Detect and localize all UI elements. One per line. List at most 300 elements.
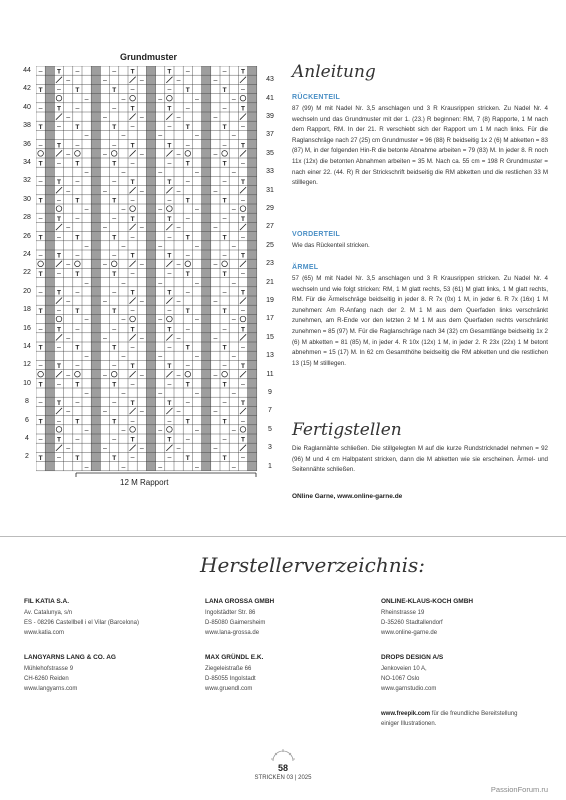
svg-text:T: T xyxy=(185,455,190,463)
svg-text:–: – xyxy=(167,123,172,131)
svg-text:–: – xyxy=(158,95,163,103)
rapport-bracket xyxy=(36,472,260,478)
svg-text:T: T xyxy=(185,418,190,426)
svg-text:T: T xyxy=(57,252,61,260)
row-number-right: 19 xyxy=(266,297,274,304)
vorderteil-text: Wie das Rückenteil stricken. xyxy=(292,242,370,249)
freepik-text: für die freundliche Bereitstellung einiger Illustrationen. xyxy=(381,711,518,727)
svg-text:–: – xyxy=(84,316,89,324)
svg-text:–: – xyxy=(185,252,190,260)
svg-text:–: – xyxy=(185,68,190,76)
svg-text:T: T xyxy=(222,234,227,242)
svg-text:–: – xyxy=(231,463,236,471)
svg-text:–: – xyxy=(222,105,227,112)
svg-text:–: – xyxy=(66,77,71,85)
svg-text:–: – xyxy=(213,224,218,232)
svg-text:–: – xyxy=(84,353,89,361)
row-number-right: 17 xyxy=(266,315,274,323)
svg-text:–: – xyxy=(195,95,199,103)
row-number-right: 21 xyxy=(266,278,274,286)
row-number-right: 3 xyxy=(268,444,272,452)
row-number-right: 1 xyxy=(268,462,272,470)
svg-text:T: T xyxy=(75,234,80,242)
svg-text:T: T xyxy=(167,142,172,150)
manufacturer-address-line: Ziegeleistraße 66 xyxy=(205,666,252,672)
svg-text:–: – xyxy=(167,197,172,204)
svg-text:T: T xyxy=(241,399,245,407)
svg-text:–: – xyxy=(241,417,245,425)
svg-text:–: – xyxy=(158,169,163,177)
svg-text:–: – xyxy=(57,160,61,168)
row-number-right: 39 xyxy=(266,113,274,120)
svg-text:–: – xyxy=(38,68,43,76)
svg-text:–: – xyxy=(84,206,89,214)
svg-text:–: – xyxy=(57,123,61,131)
svg-text:–: – xyxy=(176,151,181,158)
svg-text:–: – xyxy=(195,463,199,471)
svg-text:–: – xyxy=(130,381,135,388)
svg-text:T: T xyxy=(112,307,117,315)
section-divider xyxy=(0,536,566,537)
svg-text:T: T xyxy=(75,307,80,315)
svg-text:–: – xyxy=(185,105,190,112)
svg-text:–: – xyxy=(213,335,218,342)
svg-text:–: – xyxy=(38,141,43,149)
svg-text:–: – xyxy=(241,270,245,278)
svg-text:–: – xyxy=(195,169,199,177)
svg-text:T: T xyxy=(185,271,190,279)
svg-text:T: T xyxy=(222,123,227,131)
svg-text:–: – xyxy=(112,178,117,186)
svg-text:–: – xyxy=(75,289,80,296)
row-number-right: 29 xyxy=(266,205,274,212)
svg-text:–: – xyxy=(75,399,80,407)
svg-text:T: T xyxy=(75,455,80,463)
manufacturer-name: FIL KATIA S.A. xyxy=(24,598,70,605)
svg-text:–: – xyxy=(222,362,227,370)
svg-text:T: T xyxy=(112,160,117,168)
svg-text:–: – xyxy=(75,362,80,370)
svg-text:–: – xyxy=(57,270,61,278)
vorderteil-title: VORDERTEIL xyxy=(292,231,341,238)
svg-text:–: – xyxy=(231,279,236,287)
svg-text:–: – xyxy=(112,362,117,370)
svg-text:–: – xyxy=(130,123,135,131)
svg-text:–: – xyxy=(121,206,126,214)
svg-text:–: – xyxy=(158,463,163,471)
manufacturer-name: DROPS DESIGN A/S xyxy=(381,654,444,661)
svg-text:–: – xyxy=(231,169,236,177)
svg-text:–: – xyxy=(66,335,71,342)
svg-text:T: T xyxy=(57,215,61,223)
manufacturer-address-line: Mühlehofstrasse 9 xyxy=(24,666,74,672)
svg-text:–: – xyxy=(231,206,236,214)
svg-text:–: – xyxy=(84,390,89,398)
row-number-left: 6 xyxy=(25,416,29,424)
svg-text:–: – xyxy=(38,215,43,223)
svg-text:T: T xyxy=(75,197,80,205)
svg-text:T: T xyxy=(75,381,80,389)
svg-text:T: T xyxy=(222,197,227,205)
svg-text:T: T xyxy=(167,289,172,297)
svg-text:–: – xyxy=(57,417,61,425)
svg-text:–: – xyxy=(103,261,107,269)
svg-text:–: – xyxy=(57,344,61,352)
svg-text:–: – xyxy=(38,362,43,370)
svg-text:T: T xyxy=(38,271,43,279)
svg-text:–: – xyxy=(103,187,107,195)
svg-text:T: T xyxy=(167,363,172,371)
svg-text:–: – xyxy=(231,390,236,398)
svg-text:T: T xyxy=(241,142,245,150)
svg-text:T: T xyxy=(38,344,43,352)
svg-text:T: T xyxy=(57,142,61,150)
svg-text:T: T xyxy=(75,418,80,426)
svg-text:T: T xyxy=(57,326,61,334)
svg-text:–: – xyxy=(130,454,135,462)
anleitung-heading: Anleitung xyxy=(292,62,376,82)
manufacturer-website-link[interactable]: www.garnstudio.com xyxy=(381,686,437,692)
svg-text:T: T xyxy=(241,179,245,187)
svg-text:–: – xyxy=(241,307,245,315)
row-number-right: 7 xyxy=(268,407,272,415)
manufacturer-address-line: D-85080 Gaimersheim xyxy=(205,620,266,626)
svg-text:T: T xyxy=(185,307,190,315)
svg-text:–: – xyxy=(158,427,163,434)
svg-text:T: T xyxy=(185,123,190,131)
row-number-left: 20 xyxy=(23,287,31,295)
svg-text:–: – xyxy=(167,417,172,425)
svg-text:–: – xyxy=(167,381,172,388)
svg-text:–: – xyxy=(167,307,172,315)
manufacturer-address-line: NO-1067 Oslo xyxy=(381,676,420,682)
svg-text:–: – xyxy=(66,261,71,269)
svg-text:–: – xyxy=(195,390,199,398)
svg-text:–: – xyxy=(222,436,227,444)
svg-text:–: – xyxy=(130,197,135,204)
svg-text:T: T xyxy=(57,179,61,187)
manufacturer-name: ONLINE-KLAUS-KOCH GMBH xyxy=(381,598,474,605)
svg-text:T: T xyxy=(185,197,190,205)
svg-text:–: – xyxy=(195,316,199,324)
svg-text:–: – xyxy=(66,151,71,158)
svg-text:T: T xyxy=(57,105,61,113)
svg-text:–: – xyxy=(121,243,126,250)
svg-text:T: T xyxy=(241,105,245,113)
svg-text:–: – xyxy=(75,252,80,260)
row-number-left: 26 xyxy=(23,232,31,240)
svg-text:–: – xyxy=(66,114,71,122)
svg-text:–: – xyxy=(139,445,144,453)
svg-text:–: – xyxy=(130,86,135,94)
svg-text:–: – xyxy=(185,141,190,149)
svg-text:–: – xyxy=(213,151,218,158)
svg-text:–: – xyxy=(231,132,236,140)
row-number-right: 25 xyxy=(266,241,274,249)
row-number-left: 16 xyxy=(23,324,31,332)
svg-text:–: – xyxy=(57,381,61,388)
svg-text:–: – xyxy=(57,454,61,462)
svg-text:–: – xyxy=(241,123,245,131)
manufacturer-address-line: Av. Catalunya, s/n xyxy=(24,610,73,616)
svg-text:T: T xyxy=(112,418,117,426)
svg-text:T: T xyxy=(185,160,190,168)
row-number-right: 27 xyxy=(266,223,274,231)
row-number-right: 35 xyxy=(266,149,274,157)
row-number-left: 12 xyxy=(23,361,31,369)
svg-text:–: – xyxy=(222,68,227,76)
row-number-left: 38 xyxy=(23,122,31,130)
svg-text:–: – xyxy=(38,178,43,186)
svg-text:–: – xyxy=(176,335,181,342)
svg-text:–: – xyxy=(38,252,43,260)
svg-text:–: – xyxy=(158,243,163,250)
svg-text:–: – xyxy=(66,408,71,416)
svg-text:–: – xyxy=(130,233,135,241)
manufacturer-name: LANGYARNS LANG & CO. AG xyxy=(24,654,116,661)
svg-text:T: T xyxy=(75,344,80,352)
manufacturer-website-link[interactable]: www.lana-grossa.de xyxy=(205,630,260,636)
yarn-source: ONline Garne, www.online-garne.de xyxy=(292,493,403,500)
row-number-right: 23 xyxy=(266,260,274,268)
svg-text:–: – xyxy=(195,132,199,140)
svg-text:–: – xyxy=(112,141,117,149)
row-number-left: 2 xyxy=(25,453,29,461)
manufacturer-website-link[interactable]: www.katia.com xyxy=(24,630,65,636)
manufacturer-name: MAX GRÜNDL E.K. xyxy=(205,654,264,661)
svg-text:–: – xyxy=(231,353,236,361)
manufacturer-address-line: D-35260 Stadtallendorf xyxy=(381,620,443,626)
svg-text:–: – xyxy=(75,141,80,149)
aermel-title: ÄRMEL xyxy=(292,264,319,271)
manufacturer-address-line: D-85055 Ingolstadt xyxy=(205,676,256,682)
svg-text:–: – xyxy=(158,206,163,214)
svg-text:T: T xyxy=(112,271,117,279)
svg-text:T: T xyxy=(241,326,245,334)
svg-text:–: – xyxy=(84,243,89,250)
row-number-left: 14 xyxy=(23,343,31,350)
fertig-text: Die Raglannähte schließen. Die stillgelegten M auf die kurze Rundstricknadel nehmen = 92 (96) M und 4 cm Halbpatent stricken, dann die M abketten wie sie erscheinen. Ärmel- und Seitennähte schließen. xyxy=(292,445,548,474)
svg-text:–: – xyxy=(112,105,117,112)
svg-text:–: – xyxy=(103,151,107,158)
svg-text:–: – xyxy=(103,445,107,453)
svg-text:–: – xyxy=(176,298,181,306)
manufacturer-website-link[interactable]: www.langyarns.com xyxy=(24,686,78,692)
svg-text:–: – xyxy=(112,215,117,223)
svg-text:T: T xyxy=(241,68,245,76)
svg-text:–: – xyxy=(176,77,181,85)
svg-text:–: – xyxy=(222,252,227,260)
svg-text:T: T xyxy=(38,381,43,389)
svg-text:–: – xyxy=(213,261,218,269)
svg-text:–: – xyxy=(139,224,144,232)
svg-text:–: – xyxy=(185,289,190,296)
svg-text:–: – xyxy=(75,436,80,444)
svg-text:T: T xyxy=(130,215,135,223)
row-number-left: 8 xyxy=(25,398,29,406)
svg-text:T: T xyxy=(222,455,227,463)
svg-text:–: – xyxy=(222,399,227,407)
row-number-left: 32 xyxy=(23,177,31,185)
svg-text:T: T xyxy=(241,215,245,223)
svg-text:–: – xyxy=(222,325,227,333)
svg-text:T: T xyxy=(38,87,43,95)
hersteller-heading: Herstellerverzeichnis: xyxy=(200,553,425,577)
svg-text:–: – xyxy=(130,417,135,425)
svg-text:–: – xyxy=(222,141,227,149)
row-number-left: 36 xyxy=(23,140,31,148)
freepik-link[interactable]: www.freepik.com xyxy=(381,711,431,717)
svg-text:–: – xyxy=(121,95,126,103)
svg-text:T: T xyxy=(130,399,135,407)
svg-text:–: – xyxy=(112,289,117,296)
manufacturer-address-line: Ingolstädter Str. 86 xyxy=(205,610,256,616)
svg-text:–: – xyxy=(241,344,245,352)
manufacturer-website-link[interactable]: www.gruendl.com xyxy=(205,686,253,692)
svg-text:–: – xyxy=(121,279,126,287)
row-number-left: 42 xyxy=(23,85,31,93)
svg-text:–: – xyxy=(176,445,181,453)
svg-text:–: – xyxy=(103,335,107,342)
svg-text:T: T xyxy=(112,123,117,131)
svg-text:–: – xyxy=(241,381,245,388)
svg-text:–: – xyxy=(112,399,117,407)
svg-text:–: – xyxy=(231,243,236,250)
svg-text:–: – xyxy=(213,298,218,306)
svg-text:–: – xyxy=(222,289,227,296)
svg-text:T: T xyxy=(241,436,245,444)
svg-text:–: – xyxy=(167,454,172,462)
svg-text:–: – xyxy=(185,362,190,370)
svg-text:T: T xyxy=(130,142,135,150)
svg-text:–: – xyxy=(139,114,144,122)
row-number-left: 24 xyxy=(23,251,31,258)
rueckenteil-title: RÜCKENTEIL xyxy=(292,94,341,101)
manufacturer-address-line: Jenkoveien 10 A, xyxy=(381,666,427,672)
svg-text:–: – xyxy=(103,77,107,85)
svg-text:–: – xyxy=(103,408,107,416)
svg-text:–: – xyxy=(158,279,163,287)
svg-text:T: T xyxy=(38,160,43,168)
svg-text:–: – xyxy=(66,445,71,453)
svg-text:T: T xyxy=(75,123,80,131)
svg-text:–: – xyxy=(176,224,181,232)
svg-text:T: T xyxy=(130,105,135,113)
svg-text:–: – xyxy=(195,279,199,287)
row-number-left: 10 xyxy=(23,379,31,387)
svg-text:–: – xyxy=(66,371,71,379)
svg-text:–: – xyxy=(75,215,80,223)
manufacturer-website-link[interactable]: www.online-garne.de xyxy=(381,630,438,636)
svg-text:–: – xyxy=(241,454,245,462)
freepik-credit xyxy=(381,710,531,729)
svg-text:T: T xyxy=(112,87,117,95)
row-number-right: 41 xyxy=(266,94,274,102)
svg-text:–: – xyxy=(121,132,126,140)
svg-text:–: – xyxy=(112,436,117,444)
svg-text:–: – xyxy=(121,169,126,177)
svg-text:–: – xyxy=(75,325,80,333)
svg-text:–: – xyxy=(66,187,71,195)
svg-text:–: – xyxy=(195,243,199,250)
svg-text:T: T xyxy=(112,344,117,352)
aermel-text: 57 (65) M mit Nadel Nr. 3,5 anschlagen und 3 R Krausrippen stricken. Zu Nadel Nr. 4 wechseln und wie folgt stricken: RM, 1 M glatt rechts, 53 (61) M glatt links, 1 M glatt rechts, RM. Für die Ärmelschräge beidseitig in jeder 8. R 7x (0x) 1 M, in jeder 6. R 7x (16x) 1 M zunehmen: Am R-Anfang nach der 2. M 1 M aus dem Querfaden links verschränkt zunehmen, am R-Ende vor den letzten 2 M 1 M aus dem Querfaden rechts verschränkt zunehmen = 85 (97) M. Für die Raglanschräge nach 34 (32) cm Gesamtlänge beidseitig 1x 2 (6) M abketten = 81 (85) M, in jeder 4. R 10x (12x) 1 M, in jeder 2. R 23x (22x) 1 M betont abnehmen = 15 (17) M. In 62 cm Gesamthöhe beidseitig die RM abketten und die restlichen 13 (15) M stilllegen. xyxy=(292,275,548,367)
svg-text:T: T xyxy=(167,252,172,260)
svg-text:T: T xyxy=(38,123,43,131)
svg-text:–: – xyxy=(241,233,245,241)
svg-text:–: – xyxy=(176,114,181,122)
watermark: PassionForum.ru xyxy=(490,785,548,794)
svg-text:T: T xyxy=(167,215,172,223)
manufacturer-address-line: CH-6260 Reiden xyxy=(24,676,69,682)
svg-text:–: – xyxy=(231,427,236,434)
svg-text:T: T xyxy=(222,87,227,95)
svg-text:–: – xyxy=(57,233,61,241)
row-number-right: 31 xyxy=(266,186,274,194)
svg-text:–: – xyxy=(121,353,126,361)
svg-text:–: – xyxy=(167,86,172,94)
svg-text:T: T xyxy=(130,252,135,260)
row-number-left: 44 xyxy=(23,67,31,74)
svg-text:–: – xyxy=(130,160,135,168)
svg-text:T: T xyxy=(222,271,227,279)
svg-text:–: – xyxy=(231,316,236,324)
svg-text:–: – xyxy=(84,427,89,434)
manufacturer-address-line: ES - 08296 Castellbell i el Vilar (Barcelona) xyxy=(24,620,139,626)
svg-text:T: T xyxy=(112,381,117,389)
svg-text:–: – xyxy=(103,371,107,379)
sun-ornament-icon xyxy=(270,748,296,762)
svg-text:–: – xyxy=(75,105,80,112)
svg-text:–: – xyxy=(185,436,190,444)
svg-text:–: – xyxy=(130,270,135,278)
svg-text:T: T xyxy=(38,197,43,205)
svg-text:–: – xyxy=(130,344,135,352)
svg-text:–: – xyxy=(57,86,61,94)
svg-text:–: – xyxy=(38,436,43,444)
svg-text:–: – xyxy=(213,114,218,122)
svg-text:–: – xyxy=(139,408,144,416)
svg-text:–: – xyxy=(38,289,43,296)
svg-text:–: – xyxy=(139,298,144,306)
svg-text:–: – xyxy=(167,270,172,278)
svg-text:–: – xyxy=(103,114,107,122)
svg-text:–: – xyxy=(139,187,144,195)
svg-text:–: – xyxy=(66,298,71,306)
svg-text:–: – xyxy=(112,325,117,333)
svg-text:–: – xyxy=(57,307,61,315)
svg-text:–: – xyxy=(158,132,163,140)
svg-text:T: T xyxy=(38,307,43,315)
svg-text:T: T xyxy=(167,68,172,76)
svg-text:–: – xyxy=(231,95,236,103)
svg-text:–: – xyxy=(195,427,199,434)
svg-text:T: T xyxy=(130,289,135,297)
svg-text:T: T xyxy=(185,87,190,95)
svg-text:–: – xyxy=(158,353,163,361)
row-number-left: 30 xyxy=(23,195,31,203)
svg-text:T: T xyxy=(130,326,135,334)
svg-text:–: – xyxy=(167,233,172,241)
svg-text:T: T xyxy=(75,160,80,168)
svg-text:–: – xyxy=(112,252,117,260)
svg-text:–: – xyxy=(112,68,117,76)
page-number: 58 xyxy=(277,763,288,773)
svg-text:–: – xyxy=(57,197,61,204)
knitting-chart xyxy=(36,66,260,476)
svg-text:–: – xyxy=(38,399,43,407)
svg-text:–: – xyxy=(103,224,107,232)
